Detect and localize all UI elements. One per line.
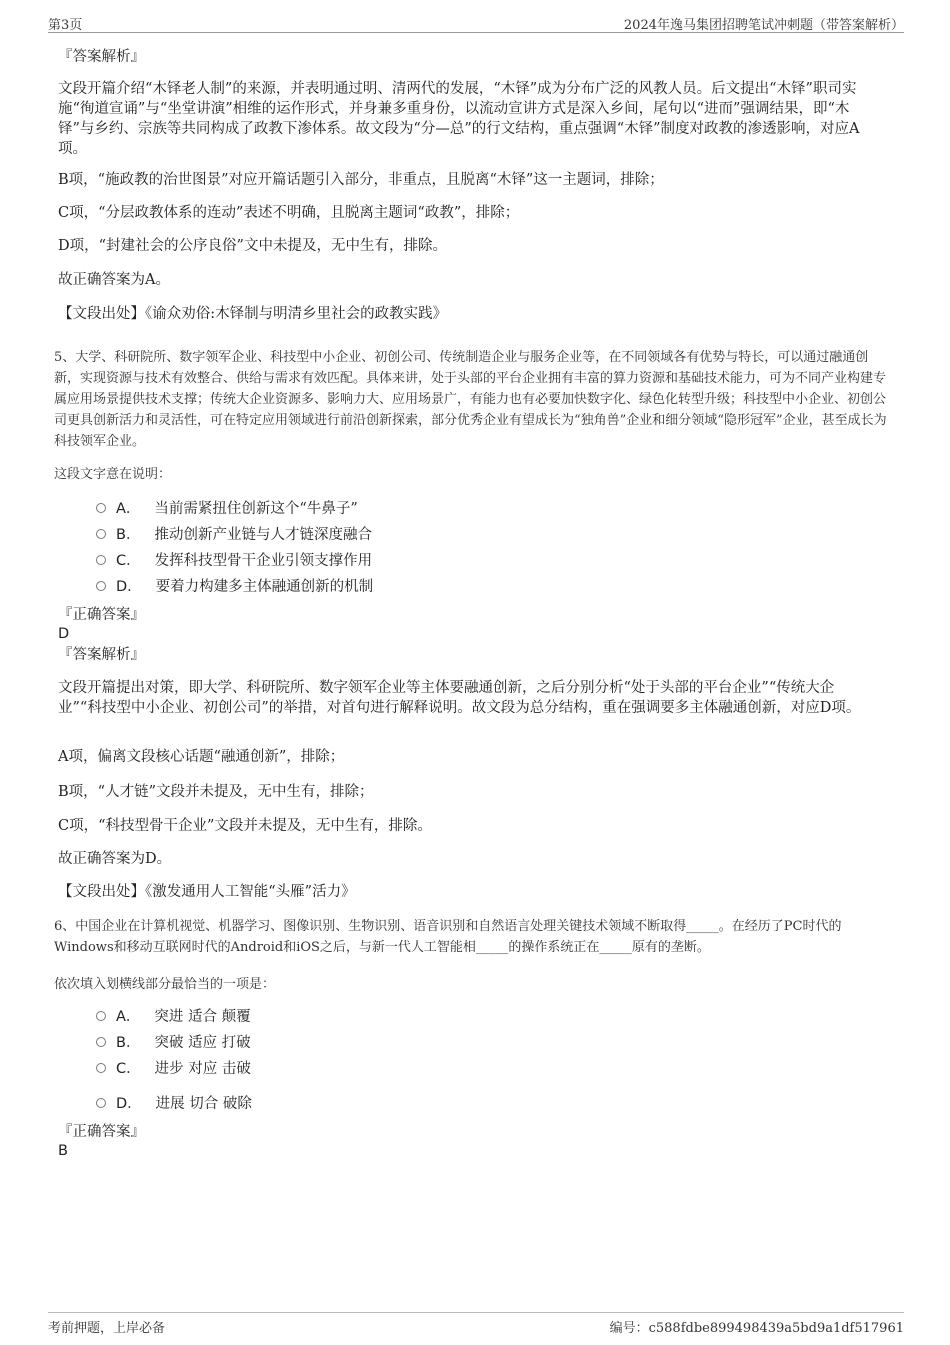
radio-icon[interactable]	[96, 1098, 106, 1108]
q5-analysis-text: 文段开篇提出对策，即大学、科研院所、数字领军企业等主体要融通创新，之后分别分析“处于头部的平台企业”“传统大企业”“科技型中小企业、初创公司”的举措，对首句进行解释说明。故文段为总分结构，重在强调要多主体融通创新，对应D项。	[58, 680, 861, 716]
footer-slogan: 考前押题，上岸必备	[48, 1321, 166, 1336]
q5-analysis-option-a: A项，偏离文段核心话题“融通创新”，排除；	[58, 749, 345, 765]
page-footer	[48, 1312, 904, 1335]
document-title: 2024年逸马集团招聘笔试冲刺题（带答案解析）	[623, 18, 904, 33]
question-6-stem: 6、中国企业在计算机视觉、机器学习、图像识别、生物识别、语音识别和自然语言处理关键技术领域不断取得_____。在经历了PC时代的Windows和移动互联网时代的Android和iOS之后，与新一代人工智能相_____的操作系统正在_____原有的垄断。	[54, 919, 842, 955]
radio-icon[interactable]	[96, 1011, 106, 1021]
q5-option-a[interactable]: A． 当前需紧扭住创新这个“牛鼻子”	[96, 499, 358, 519]
analysis-option-d: D项，“封建社会的公序良俗”文中未提及，无中生有，排除。	[58, 238, 447, 254]
q5-analysis-option-b: B项，“人才链”文段并未提及，无中生有，排除；	[58, 784, 374, 800]
q5-option-b[interactable]: B． 推动创新产业链与人才链深度融合	[96, 525, 372, 545]
document-id: 编号：c588fdbe899498439a5bd9a1df517961	[609, 1321, 904, 1336]
q5-source-citation: 【文段出处】《激发通用人工智能“头雁”活力》	[58, 884, 356, 900]
q5-option-d[interactable]: D． 要着力构建多主体融通创新的机制	[96, 577, 373, 597]
question-6-prompt: 依次填入划横线部分最恰当的一项是：	[54, 977, 276, 992]
radio-icon[interactable]	[96, 529, 106, 539]
source-citation: 【文段出处】《谕众劝俗:木铎制与明清乡里社会的政教实践》	[58, 306, 448, 322]
q6-answer: B	[58, 1143, 68, 1159]
page-header	[48, 12, 904, 33]
conclusion: 故正确答案为A。	[58, 272, 170, 288]
q5-answer: D	[58, 626, 70, 642]
radio-icon[interactable]	[96, 555, 106, 565]
q6-option-c[interactable]: C． 进步 对应 击破	[96, 1059, 251, 1079]
analysis-text: 文段开篇介绍“木铎老人制”的来源，并表明通过明、清两代的发展，“木铎”成为分布广泛的风教人员。后文提出“木铎”职司实施“徇道宣诵”与“坐堂讲演”相维的运作形式，并身兼多重身份，以流动宣讲方式是深入乡间，尾句以“进而”强调结果，即“木铎”与乡约、宗族等共同构成了政教下渗体系。故文段为“分—总”的行文结构，重点强调“木铎”制度对政教的渗透影响，对应A项。	[58, 81, 860, 157]
radio-icon[interactable]	[96, 581, 106, 591]
analysis-label: 『答案解析』	[58, 49, 145, 65]
radio-icon[interactable]	[96, 1037, 106, 1047]
q5-answer-label: 『正确答案』	[58, 607, 145, 623]
analysis-option-c: C项，“分层政教体系的连动”表述不明确，且脱离主题词“政教”，排除；	[58, 205, 520, 221]
question-5-stem: 5、大学、科研院所、数字领军企业、科技型中小企业、初创公司、传统制造企业与服务企业等，在不同领域各有优势与特长，可以通过融通创新，实现资源与技术有效整合、供给与需求有效匹配。具体来讲，处于头部的平台企业拥有丰富的算力资源和基础技术能力，可为不同产业构建专属应用场景提供技术支撑；传统大企业资源多、影响力大、应用场景广，有能力也有必要加快数字化、绿色化转型升级；科技型中小企业、初创公司更具创新活力和灵活性，可在特定应用领域进行前沿创新探索，部分优秀企业有望成长为“独角兽”企业和细分领域“隐形冠军”企业，甚至成长为科技领军企业。	[54, 350, 887, 449]
radio-icon[interactable]	[96, 503, 106, 513]
q6-option-d[interactable]: D． 进展 切合 破除	[96, 1094, 252, 1114]
q6-option-a[interactable]: A． 突进 适合 颠覆	[96, 1007, 251, 1027]
page-number: 第3页	[48, 18, 83, 33]
q5-conclusion: 故正确答案为D。	[58, 851, 172, 867]
analysis-option-b: B项，“施政教的治世图景”对应开篇话题引入部分，非重点，且脱离“木铎”这一主题词，排除；	[58, 172, 664, 188]
q5-analysis-label: 『答案解析』	[58, 647, 145, 663]
radio-icon[interactable]	[96, 1063, 106, 1073]
q5-analysis-option-c: C项，“科技型骨干企业”文段并未提及，无中生有，排除。	[58, 818, 432, 834]
q5-option-c[interactable]: C． 发挥科技型骨干企业引领支撑作用	[96, 551, 372, 571]
q6-option-b[interactable]: B． 突破 适应 打破	[96, 1033, 251, 1053]
question-5-prompt: 这段文字意在说明：	[54, 467, 172, 482]
q6-answer-label: 『正确答案』	[58, 1124, 145, 1140]
